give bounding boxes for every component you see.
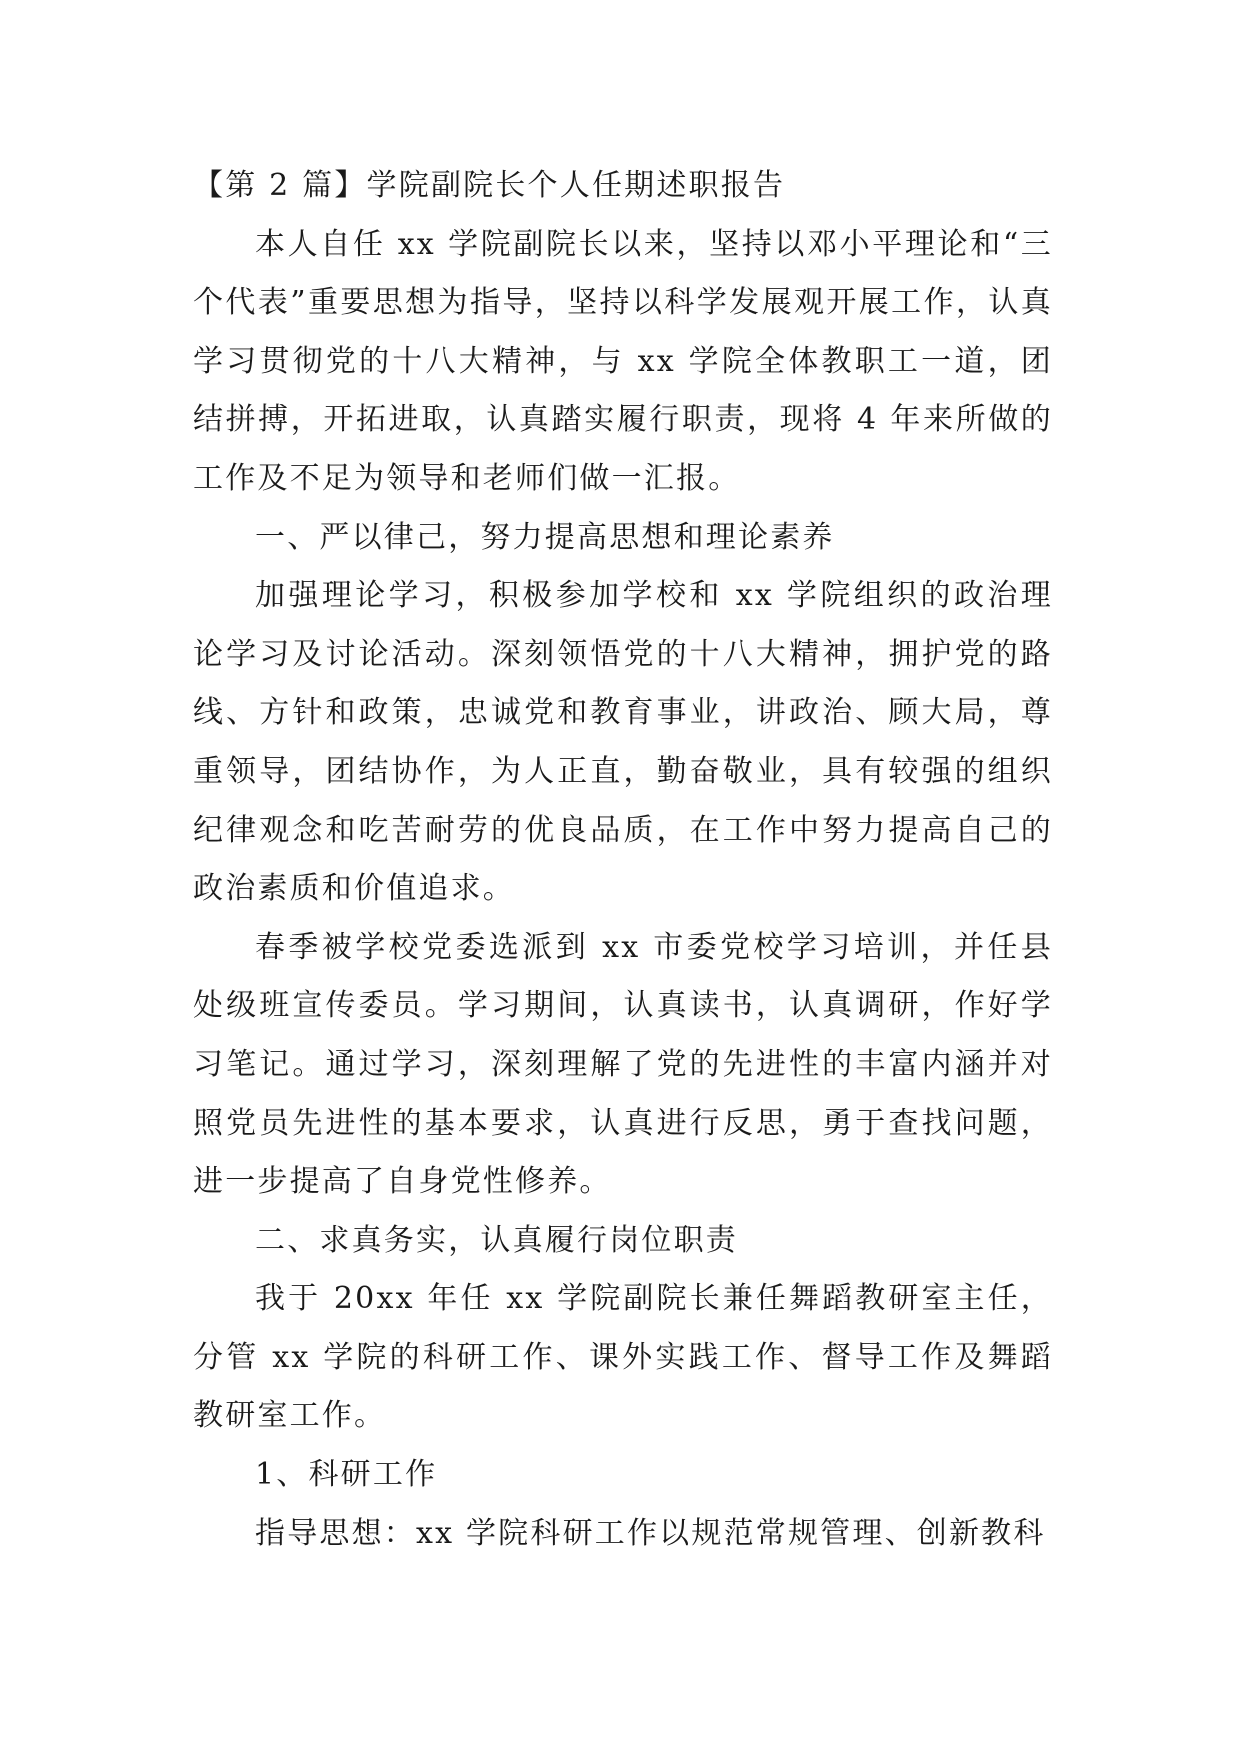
document-title: 【第 2 篇】学院副院长个人任期述职报告 — [193, 168, 786, 203]
section-heading-1: 一、严以律己，努力提高思想和理论素养 — [255, 519, 835, 555]
document-body — [193, 157, 1053, 1563]
paragraph-intro: 本人自任 xx 学院副院长以来，坚持以邓小平理论和“三个代表”重要思想为指导，坚持以科学发展观开展工作，认真学习贯彻党的十八大精神，与 xx 学院全体教职工一道，团结拼搏，开拓进取，认真踏实履行职责，现将 4 年来所做的工作及不足为领导和老师们做一汇报。 — [193, 226, 1053, 496]
paragraph-party-school: 春季被学校党委选派到 xx 市委党校学习培训，并任县处级班宣传委员。学习期间，认真读书，认真调研，作好学习笔记。通过学习，深刻理解了党的先进性的丰富内涵并对照党员先进性的基本要求，认真进行反思，勇于查找问题，进一步提高了自身党性修养。 — [193, 929, 1053, 1200]
paragraph-theory-study: 加强理论学习，积极参加学校和 xx 学院组织的政治理论学习及讨论活动。深刻领悟党的十八大精神，拥护党的路线、方针和政策，忠诚党和教育事业，讲政治、顾大局，尊重领导，团结协作，为人正直，勤奋敬业，具有较强的组织纪律观念和吃苦耐劳的优良品质，在工作中努力提高自己的政治素质和价值追求。 — [193, 578, 1053, 907]
subsection-heading-research: 1、科研工作 — [255, 1457, 438, 1493]
paragraph-guiding-idea: 指导思想：xx 学院科研工作以规范常规管理、创新教科 — [255, 1515, 1046, 1551]
section-heading-2: 二、求真务实，认真履行岗位职责 — [255, 1222, 738, 1258]
paragraph-position: 我于 20xx 年任 xx 学院副院长兼任舞蹈教研室主任，分管 xx 学院的科研工作、课外实践工作、督导工作及舞蹈教研室工作。 — [193, 1281, 1053, 1434]
